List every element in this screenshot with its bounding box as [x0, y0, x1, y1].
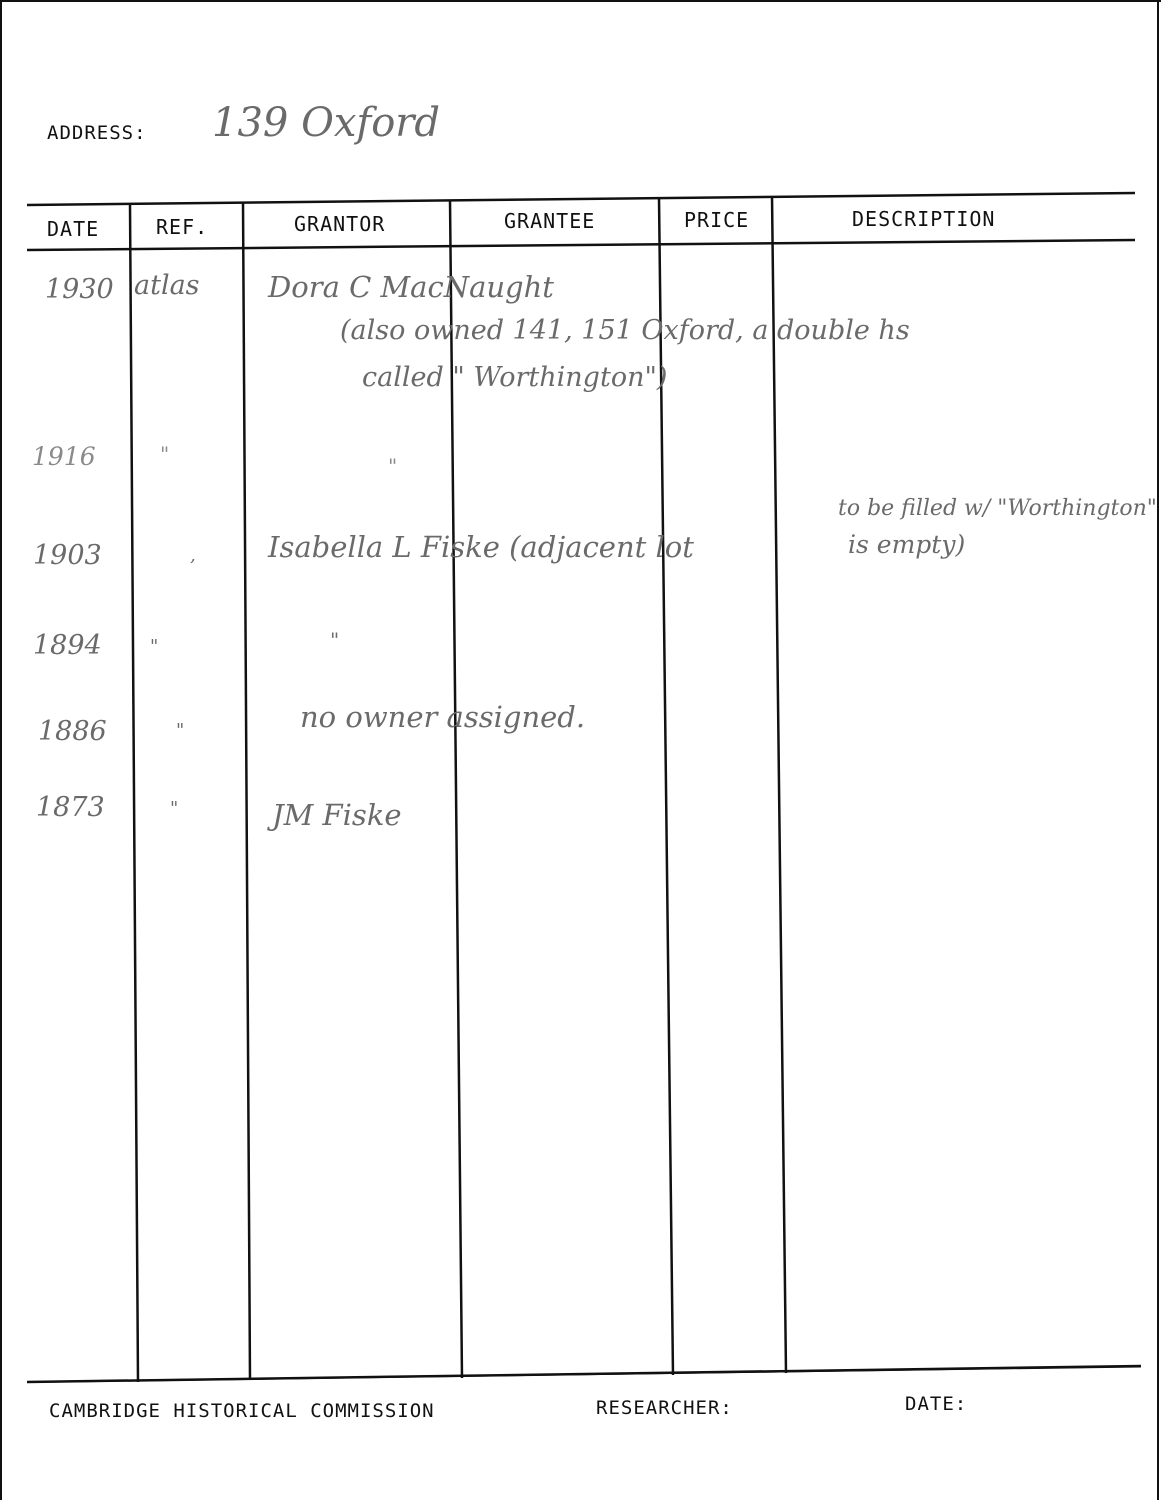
entry-ref: " — [150, 636, 159, 657]
column-header-price: PRICE — [684, 208, 750, 232]
entry-note: called " Worthington") — [362, 362, 668, 393]
footer-organization: CAMBRIDGE HISTORICAL COMMISSION — [49, 1400, 435, 1422]
column-header-grantor: GRANTOR — [294, 212, 386, 236]
column-header-date: DATE — [47, 217, 100, 241]
entry-ref: " — [176, 720, 185, 741]
entry-year: 1894 — [33, 630, 102, 661]
footer-date-label: DATE: — [905, 1393, 968, 1415]
column-header-grantee: GRANTEE — [504, 209, 596, 233]
entry-grantor: no owner assigned. — [300, 700, 586, 734]
column-header-description: DESCRIPTION — [852, 207, 996, 231]
address-label: ADDRESS: — [47, 122, 147, 144]
entry-grantor: Isabella L Fiske (adjacent lot — [268, 530, 694, 564]
entry-note: to be filled w/ "Worthington" — [838, 496, 1157, 521]
entry-ref: " — [160, 442, 170, 466]
footer-researcher-label: RESEARCHER: — [596, 1397, 733, 1419]
entry-year: 1930 — [45, 274, 114, 305]
address-value: 139 Oxford — [212, 100, 441, 146]
entry-year: 1916 — [32, 442, 96, 471]
entry-note: is empty) — [848, 530, 966, 559]
entry-grantor: " — [388, 454, 398, 478]
entry-note: (also owned 141, 151 Oxford, a double hs — [340, 315, 910, 346]
entry-ref: , — [190, 545, 196, 566]
entry-year: 1886 — [38, 716, 107, 747]
column-header-ref: REF. — [156, 215, 209, 239]
entry-grantor: JM Fiske — [272, 798, 402, 832]
entry-grantor: Dora C MacNaught — [268, 270, 554, 304]
entry-year: 1873 — [36, 792, 105, 823]
entry-grantor: " — [330, 628, 340, 652]
entry-year: 1903 — [33, 540, 102, 571]
entry-ref: atlas — [134, 270, 200, 301]
entry-ref: " — [170, 798, 179, 819]
